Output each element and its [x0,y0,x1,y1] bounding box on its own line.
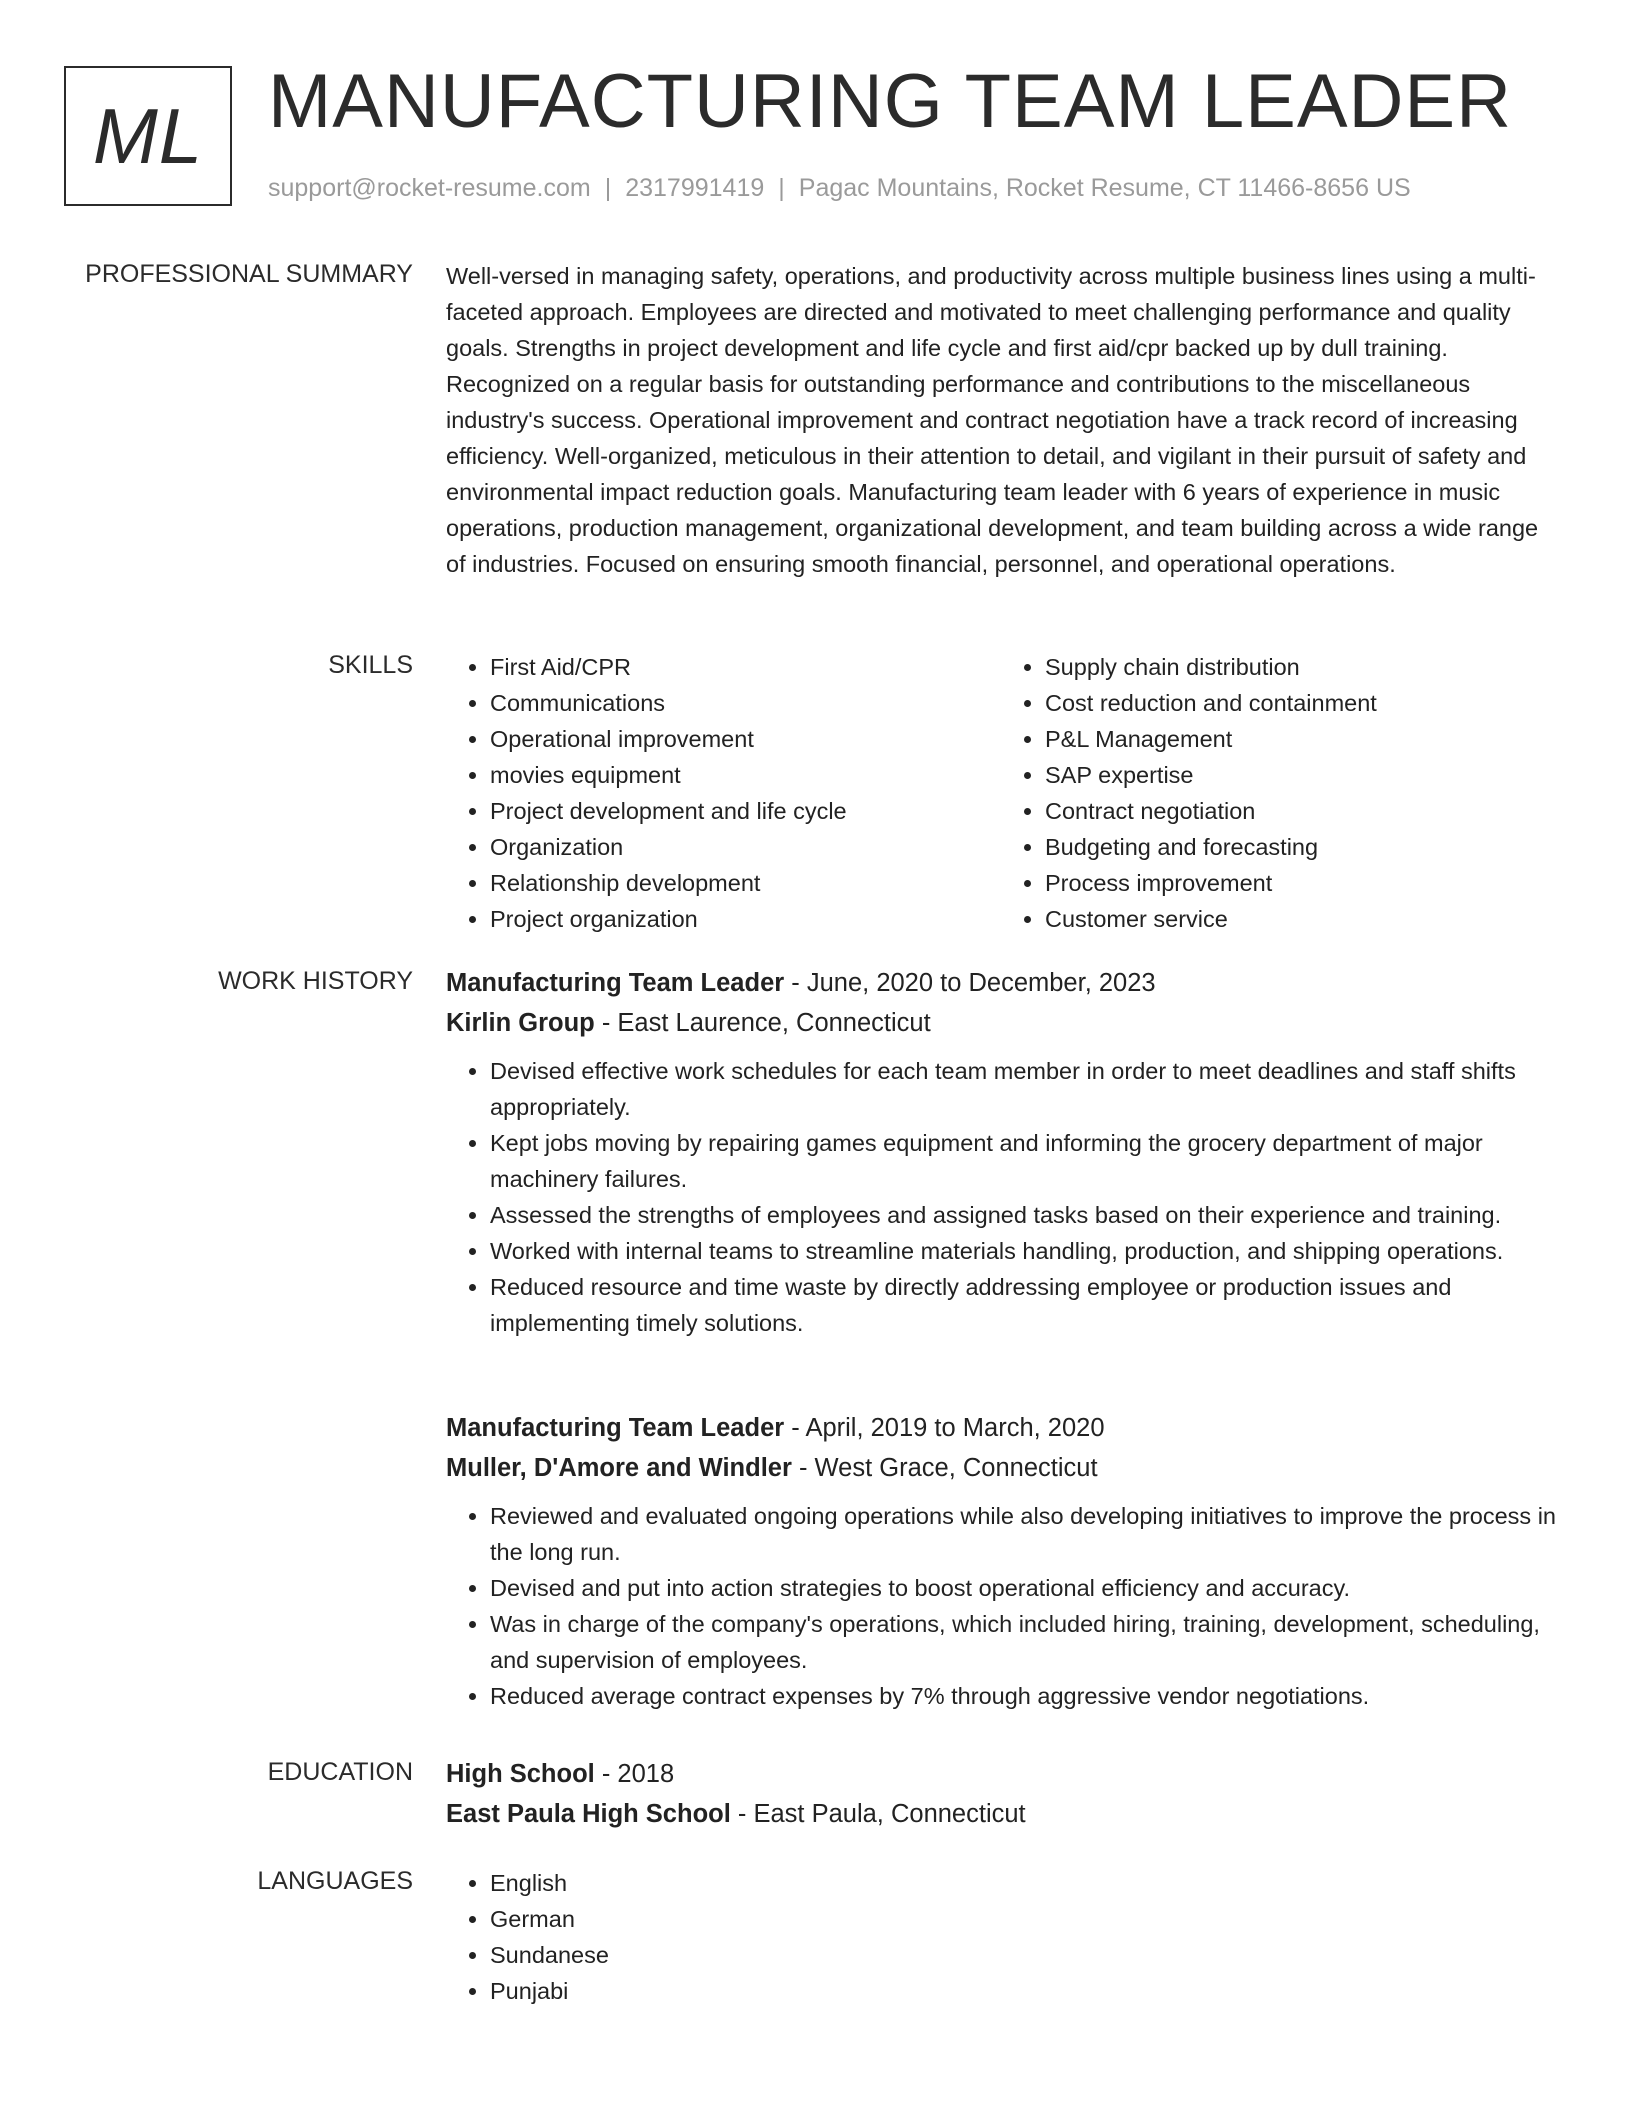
job-dates: - June, 2020 to December, 2023 [784,969,1156,997]
job-bullet: • Devised and put into action strategies to boost operational efficiency and accuracy. [490,1570,1556,1606]
contact-line [268,174,1411,203]
skill-item: • Relationship development [490,865,1001,901]
job-dates: - April, 2019 to March, 2020 [784,1414,1105,1442]
job-entry [446,963,1556,1341]
languages-list [446,1865,1556,2009]
job-entry [446,1408,1556,1714]
job-bullet: • Reduced average contract expenses by 7% through aggressive vendor negotiations. [490,1678,1556,1714]
skills-list-right [1001,649,1556,937]
summary-label: PROFESSIONAL SUMMARY [85,260,413,288]
skill-item: • P&L Management [1045,721,1556,757]
job-company: Muller, D'Amore and Windler [446,1454,792,1482]
skills-label: SKILLS [328,651,413,679]
job-location: - West Grace, Connecticut [791,1454,1098,1482]
job-bullet: • Devised effective work schedules for each team member in order to meet deadlines and staff shifts appropriately. [490,1053,1556,1125]
skill-item: • Cost reduction and containment [1045,685,1556,721]
job-bullet: • Reduced resource and time waste by directly addressing employee or production issues and implementing timely solutions. [490,1269,1556,1341]
candidate-name: MANUFACTURING TEAM LEADER [268,59,1512,144]
skill-item: • Supply chain distribution [1045,649,1556,685]
job-employer [446,1003,1556,1043]
job-bullet: • Kept jobs moving by repairing games equipment and informing the grocery department of major machinery failures. [490,1125,1556,1197]
job-bullet: • Worked with internal teams to streamline materials handling, production, and shipping operations. [490,1233,1556,1269]
skill-item: • Customer service [1045,901,1556,937]
education-degree: High School [446,1760,595,1788]
skills-list-left [446,649,1001,937]
job-bullet: • Reviewed and evaluated ongoing operations while also developing initiatives to improve the process in the long run. [490,1498,1556,1570]
education-location: - East Paula, Connecticut [730,1800,1026,1828]
education-school-line [446,1794,1556,1834]
job-bullets [446,1053,1556,1341]
contact-separator: | [604,174,612,202]
education-label: EDUCATION [267,1758,413,1786]
language-item: • Sundanese [490,1937,1556,1973]
job-title: Manufacturing Team Leader [446,1414,785,1442]
summary-text: Well-versed in managing safety, operations, and productivity across multiple business lines using a multi-faceted approach. Employees are directed and motivated to meet challenging performance and quality goals. Strengths in project development and life cycle and first aid/cpr backed up by dull training. Recognized on a regular basis for outstanding performance and contributions to the miscellaneous industry's success. Operational improvement and contract negotiation have a track record of increasing efficiency. Well-organized, meticulous in their attention to detail, and vigilant in their pursuit of safety and environmental impact reduction goals. Manufacturing team leader with 6 years of experience in music operations, production management, organizational development, and team building across a wide range of industries. Focused on ensuring smooth financial, personnel, and operational operations. [446,263,1539,577]
contact-address: Pagac Mountains, Rocket Resume, CT 11466-8656 US [798,174,1411,202]
initials-monogram: ML [64,66,232,206]
job-company: Kirlin Group [446,1009,595,1037]
skill-item: • Process improvement [1045,865,1556,901]
job-heading [446,1408,1556,1448]
skills-body [446,649,1556,937]
skill-item: • First Aid/CPR [490,649,1001,685]
skill-item: • Operational improvement [490,721,1001,757]
education-body [446,1754,1556,1834]
job-employer [446,1448,1556,1488]
language-item: • German [490,1901,1556,1937]
skill-item: • movies equipment [490,757,1001,793]
skill-item: • Project development and life cycle [490,793,1001,829]
skill-item: • Budgeting and forecasting [1045,829,1556,865]
languages-body [446,1865,1556,2009]
contact-separator: | [778,174,785,202]
education-school: East Paula High School [446,1800,731,1828]
skill-item: • SAP expertise [1045,757,1556,793]
languages-label: LANGUAGES [257,1867,413,1895]
skill-item: • Communications [490,685,1001,721]
education-year: - 2018 [594,1760,675,1788]
skill-item: • Organization [490,829,1001,865]
job-bullet: • Assessed the strengths of employees and assigned tasks based on their experience and training. [490,1197,1556,1233]
skill-item: • Contract negotiation [1045,793,1556,829]
language-item: • Punjabi [490,1973,1556,2009]
contact-email[interactable]: support@rocket-resume.com [268,174,591,202]
contact-phone[interactable]: 2317991419 [625,174,765,202]
work-history-label: WORK HISTORY [218,967,413,995]
language-item: • English [490,1865,1556,1901]
job-title: Manufacturing Team Leader [446,969,785,997]
job-heading [446,963,1556,1003]
job-bullets [446,1498,1556,1714]
job-bullet: • Was in charge of the company's operations, which included hiring, training, development, scheduling, and supervision of employees. [490,1606,1556,1678]
skill-item: • Project organization [490,901,1001,937]
work-history-body [446,963,1556,1709]
education-degree-line [446,1754,1556,1794]
job-location: - East Laurence, Connecticut [594,1009,931,1037]
